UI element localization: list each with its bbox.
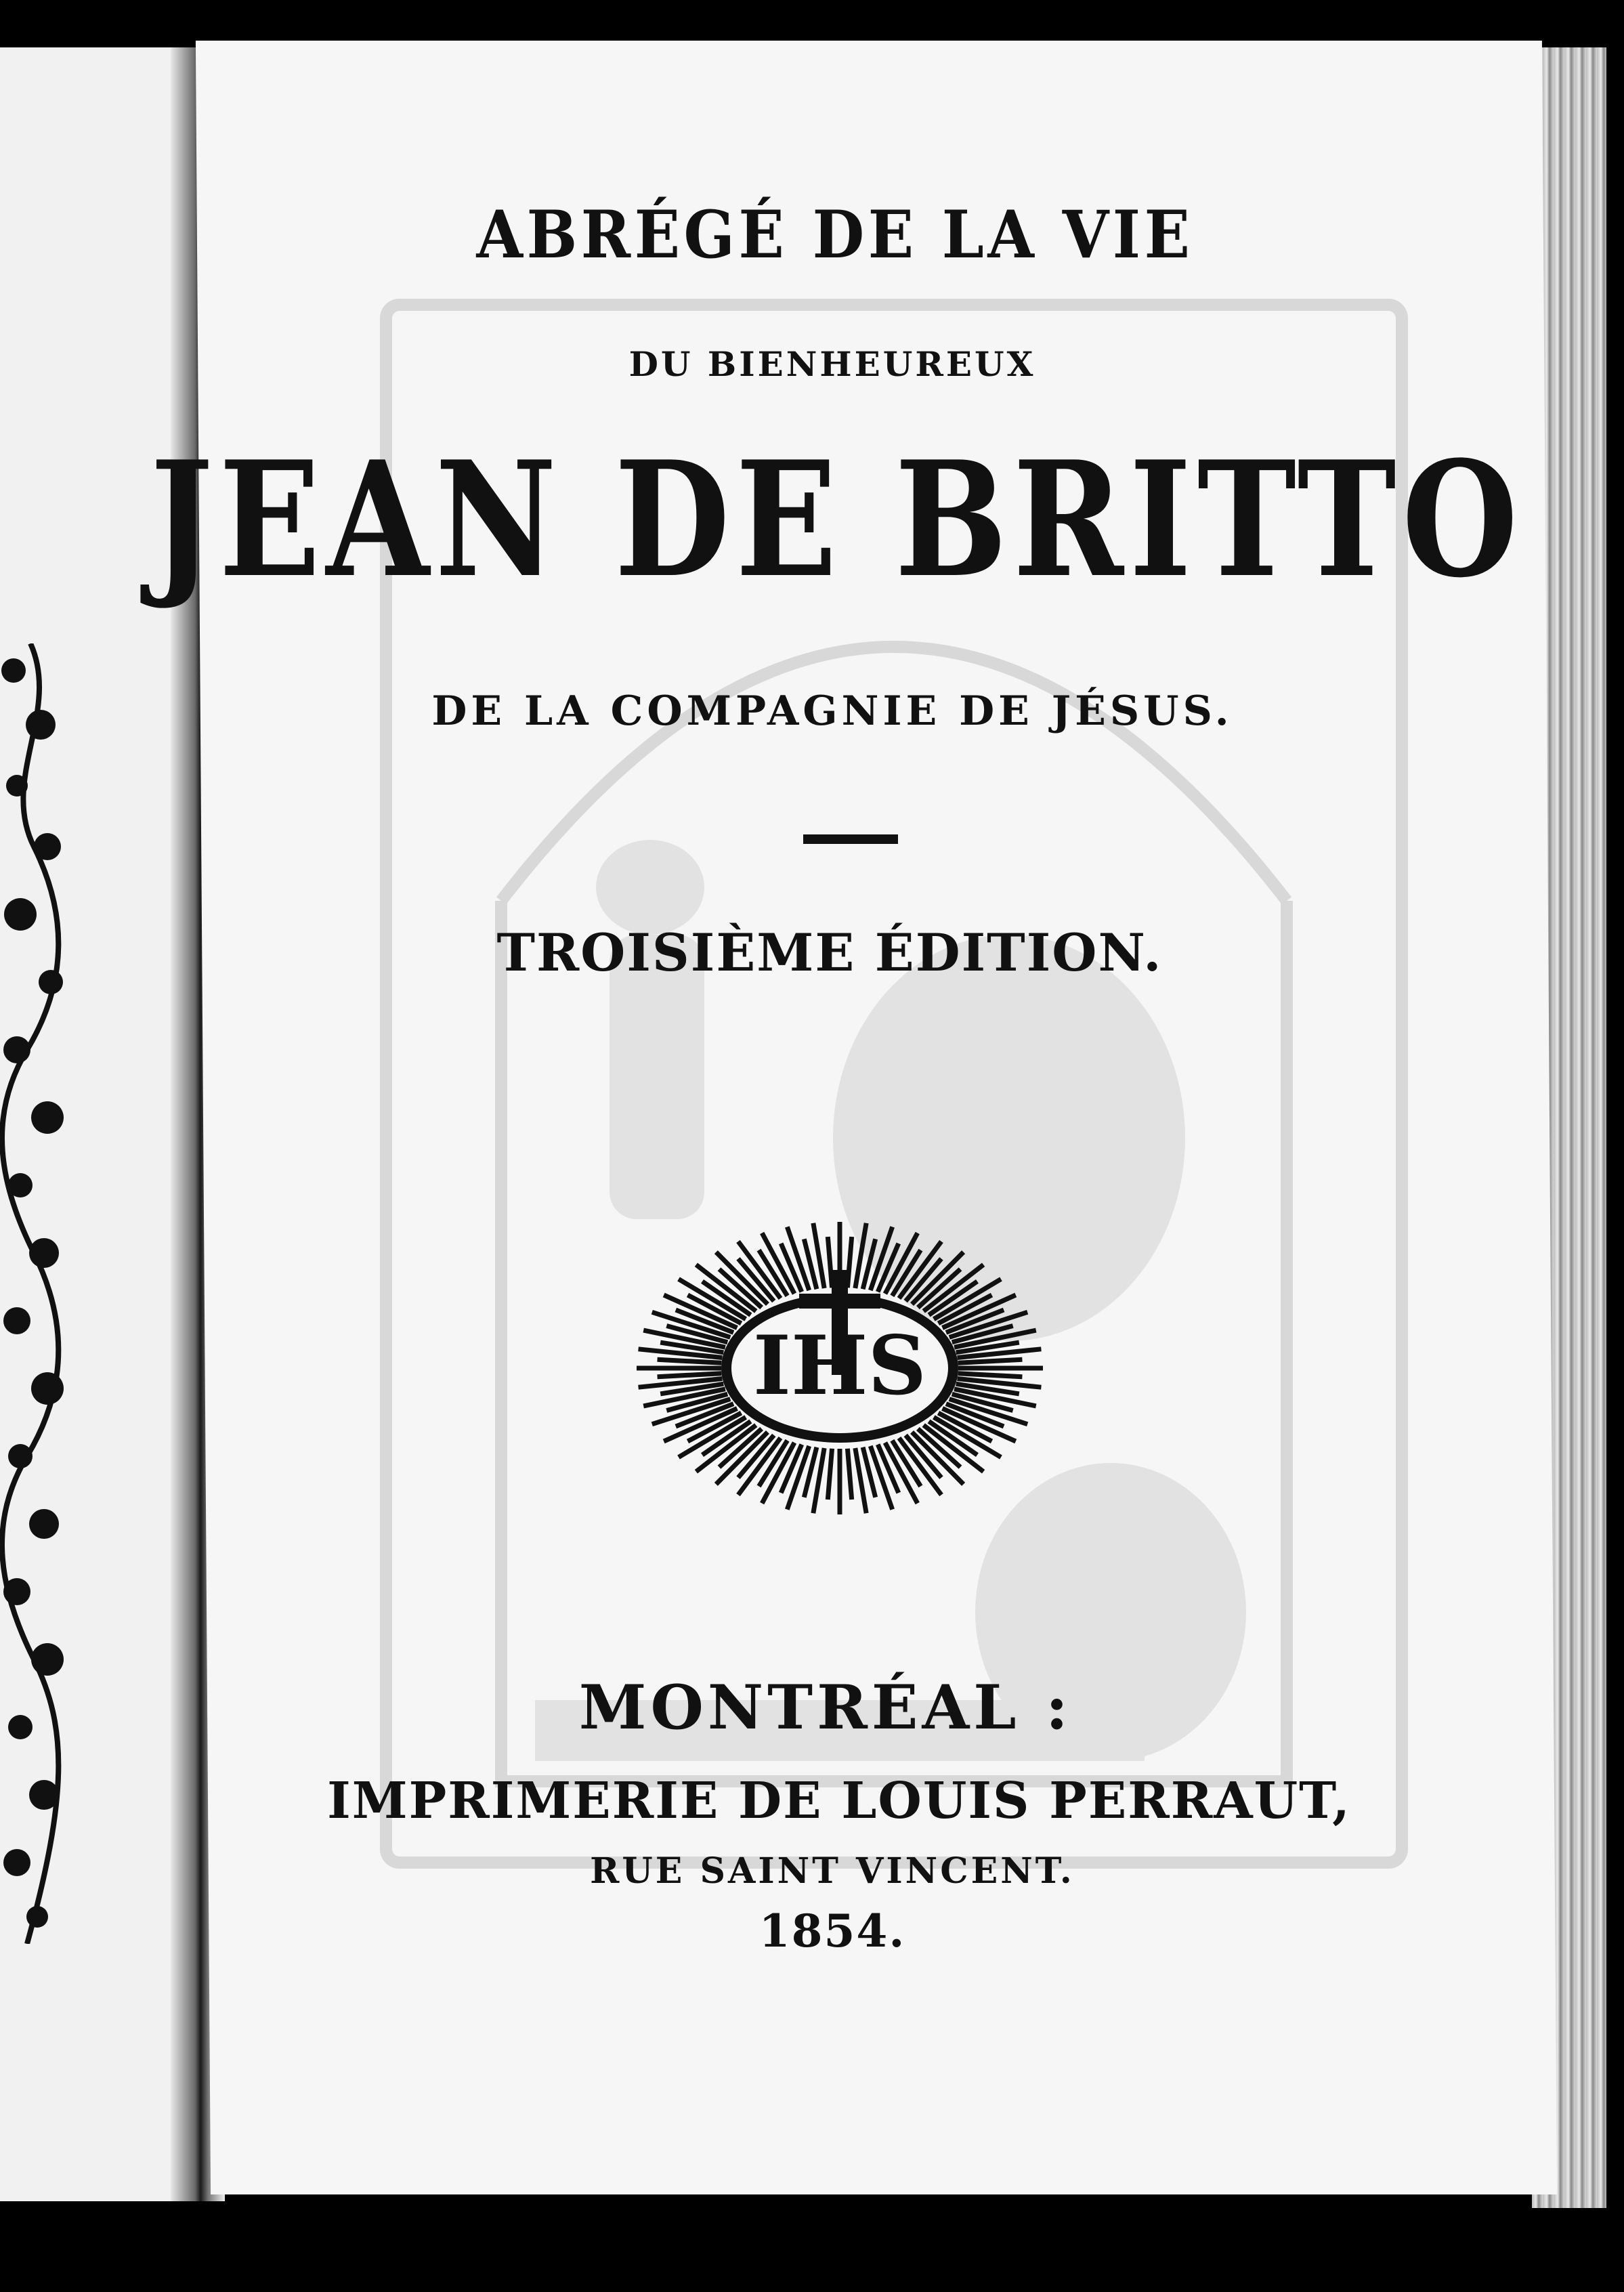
sunburst-ray (958, 1359, 1023, 1363)
divider-rule (803, 834, 898, 844)
sunburst-ray (828, 1237, 832, 1288)
title-line-2: DU BIENHEUREUX (628, 344, 1036, 384)
sunburst-ray (847, 1449, 851, 1500)
title-line-1: ABRÉGÉ DE LA VIE (476, 196, 1194, 273)
ihs-monogram: IHS (752, 1318, 927, 1414)
floral-ornament-border (0, 643, 74, 1944)
ihs-sunburst-emblem (630, 1212, 1050, 1524)
printer-name: IMPRIMERIE DE LOUIS PERRAUT, (327, 1772, 1351, 1830)
street-address: RUE SAINT VINCENT. (590, 1850, 1075, 1892)
sunburst-ray (658, 1359, 722, 1363)
sunburst-ray (847, 1237, 851, 1288)
main-title: JEAN DE BRITTO (150, 427, 1524, 613)
place-of-publication: MONTRÉAL : (578, 1672, 1073, 1743)
sunburst-ray (658, 1374, 722, 1377)
publication-year: 1854. (758, 1905, 906, 1957)
sunburst-ray (958, 1374, 1023, 1377)
sunburst-ray (828, 1449, 832, 1500)
title-line-4: DE LA COMPAGNIE DE JÉSUS. (431, 687, 1233, 735)
edition-label: TROISIÈME ÉDITION. (496, 922, 1163, 983)
